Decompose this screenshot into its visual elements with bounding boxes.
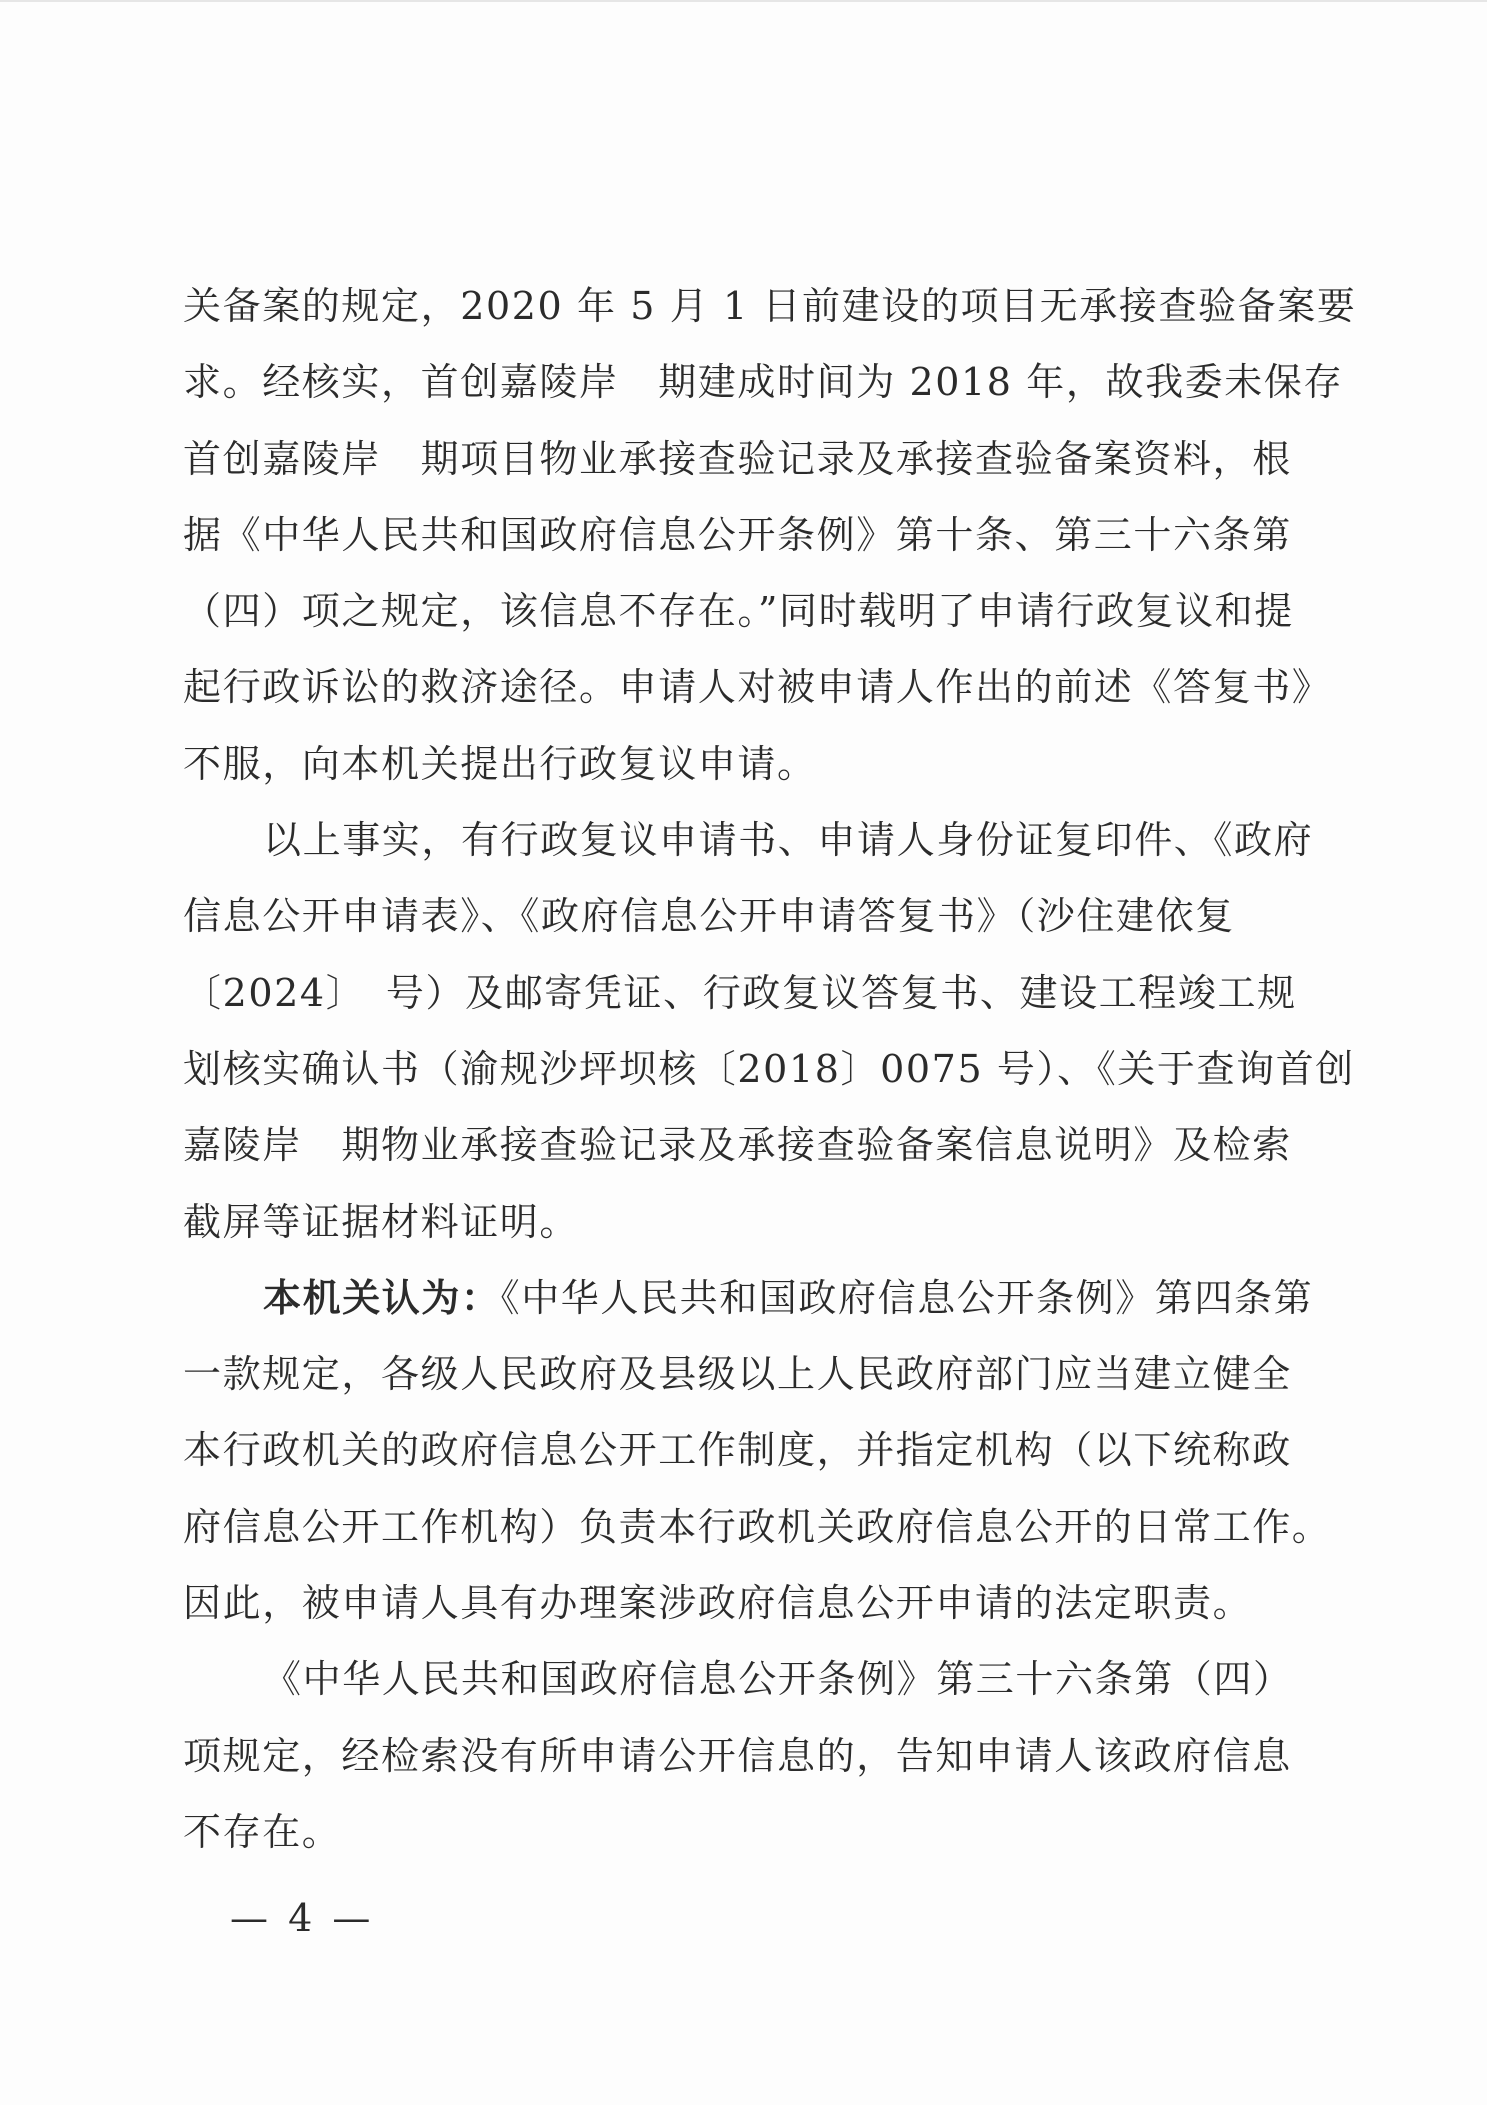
text-line: 《中华人民共和国政府信息公开条例》第三十六条第（四） bbox=[263, 1657, 1293, 1702]
text-line: 不服，向本机关提出行政复议申请。 bbox=[183, 741, 817, 786]
text-line: 据《中华人民共和国政府信息公开条例》第十条、第三十六条第 bbox=[183, 512, 1292, 557]
document-body bbox=[183, 268, 1357, 1870]
paragraph-2 bbox=[183, 802, 1355, 1260]
opinion-first-line: 《中华人民共和国政府信息公开条例》第四条第 bbox=[500, 1275, 1314, 1320]
text-line: 起行政诉讼的救济途径。申请人对被申请人作出的前述《答复书》 bbox=[183, 665, 1332, 710]
text-line: （四）项之规定，该信息不存在。”同时载明了申请行政复议和提 bbox=[183, 589, 1294, 634]
page-number: — 4 — bbox=[230, 1896, 375, 1940]
text-line bbox=[183, 1260, 1314, 1336]
text-line: 不存在。 bbox=[183, 1809, 342, 1854]
text-line: 本行政机关的政府信息公开工作制度，并指定机构（以下统称政 bbox=[183, 1428, 1292, 1473]
text-line: 项规定，经检索没有所申请公开信息的，告知申请人该政府信息 bbox=[183, 1733, 1292, 1778]
text-line: 求。经核实，首创嘉陵岸 期建成时间为 2018 年，故我委未保存 bbox=[183, 360, 1344, 405]
text-line: 府信息公开工作机构）负责本行政机关政府信息公开的日常工作。 bbox=[183, 1504, 1332, 1549]
text-line: 划核实确认书（渝规沙坪坝核〔2018〕0075 号）、《关于查询首创 bbox=[183, 1046, 1355, 1091]
text-line: 一款规定，各级人民政府及县级以上人民政府部门应当建立健全 bbox=[183, 1352, 1292, 1397]
text-line: 关备案的规定，2020 年 5 月 1 日前建设的项目无承接查验备案要 bbox=[183, 284, 1357, 328]
paragraph-3 bbox=[183, 1260, 1332, 1641]
text-line: 〔2024〕 号）及邮寄凭证、行政复议答复书、建设工程竣工规 bbox=[183, 970, 1297, 1015]
paragraph-4 bbox=[183, 1641, 1293, 1870]
text-line: 因此，被申请人具有办理案涉政府信息公开申请的法定职责。 bbox=[183, 1581, 1253, 1626]
paragraph-1 bbox=[183, 268, 1357, 802]
opinion-lead: 本机关认为： bbox=[263, 1274, 501, 1320]
text-line: 以上事实，有行政复议申请书、申请人身份证复印件、《政府 bbox=[263, 818, 1314, 863]
text-line: 首创嘉陵岸 期项目物业承接查验记录及承接查验备案资料，根 bbox=[183, 436, 1292, 481]
page-top-edge bbox=[0, 0, 1487, 2]
text-line: 嘉陵岸 期物业承接查验记录及承接查验备案信息说明》及检索 bbox=[183, 1123, 1292, 1168]
text-line: 截屏等证据材料证明。 bbox=[183, 1199, 580, 1244]
text-line: 信息公开申请表》、《政府信息公开申请答复书》（沙住建依复 bbox=[183, 894, 1235, 939]
